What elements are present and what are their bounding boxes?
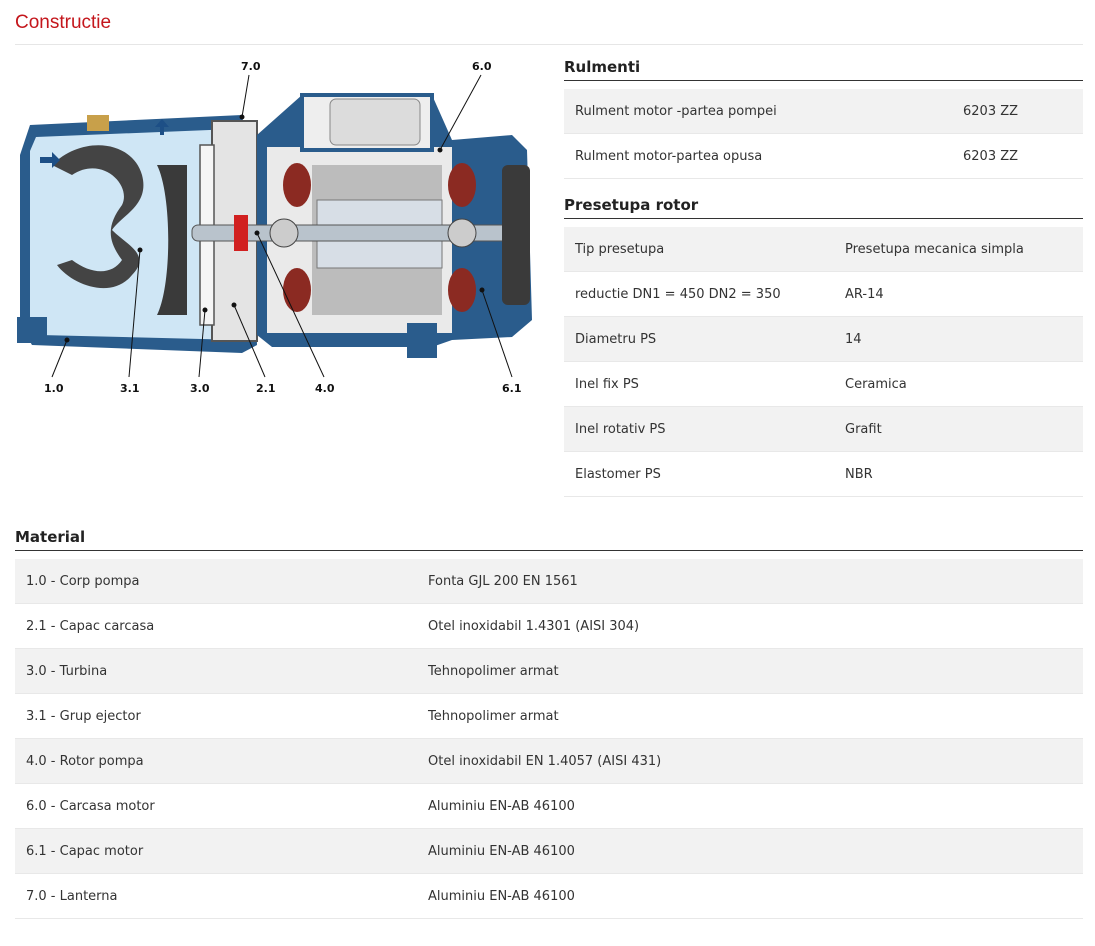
table-row (564, 452, 1083, 497)
bearing-pump-side (270, 219, 298, 247)
table-row (15, 649, 1083, 694)
pump-drawing (12, 55, 537, 405)
rulmenti-rule (564, 80, 1083, 81)
material-value: Tehnopolimer armat (417, 694, 1083, 739)
bearing-fan-side (448, 219, 476, 247)
foot-motor (407, 323, 437, 358)
material-part: 6.0 - Carcasa motor (15, 784, 417, 829)
fan-cover (502, 165, 530, 305)
material-part: 7.0 - Lanterna (15, 874, 417, 919)
material-table (15, 559, 1083, 919)
callout-6-0: 6.0 (472, 60, 492, 73)
spec-label: Tip presetupa (564, 227, 834, 272)
spec-value: 14 (834, 317, 1083, 362)
rulmenti-heading: Rulmenti (564, 58, 641, 76)
title-divider (15, 44, 1083, 45)
spec-label: Rulment motor -partea pompei (564, 89, 952, 134)
spec-label: Diametru PS (564, 317, 834, 362)
material-rule (15, 550, 1083, 551)
table-row (564, 134, 1083, 179)
presetupa-heading: Presetupa rotor (564, 196, 699, 214)
material-value: Fonta GJL 200 EN 1561 (417, 559, 1083, 604)
material-part: 2.1 - Capac carcasa (15, 604, 417, 649)
callout-dot-1-0 (65, 338, 70, 343)
mechanical-seal (234, 215, 248, 251)
table-row (564, 362, 1083, 407)
spec-label: Elastomer PS (564, 452, 834, 497)
table-row (15, 694, 1083, 739)
table-row (15, 829, 1083, 874)
table-row (564, 317, 1083, 362)
presetupa-table (564, 227, 1083, 497)
table-row (564, 407, 1083, 452)
material-value: Otel inoxidabil 1.4301 (AISI 304) (417, 604, 1083, 649)
callout-3-0: 3.0 (190, 382, 210, 395)
spec-value: Presetupa mecanica simpla (834, 227, 1083, 272)
winding-left-top (283, 163, 311, 207)
callout-dot-7-0 (240, 115, 245, 120)
material-part: 3.0 - Turbina (15, 649, 417, 694)
spec-label: Inel rotativ PS (564, 407, 834, 452)
material-value: Tehnopolimer armat (417, 649, 1083, 694)
callout-dot-3-1 (138, 248, 143, 253)
spec-value: 6203 ZZ (952, 134, 1083, 179)
callout-7-0: 7.0 (241, 60, 261, 73)
table-row (564, 227, 1083, 272)
material-value: Aluminiu EN-AB 46100 (417, 829, 1083, 874)
spec-value: 6203 ZZ (952, 89, 1083, 134)
spec-value: Ceramica (834, 362, 1083, 407)
material-value: Aluminiu EN-AB 46100 (417, 784, 1083, 829)
presetupa-rule (564, 218, 1083, 219)
callout-2-1: 2.1 (256, 382, 276, 395)
spec-value: AR-14 (834, 272, 1083, 317)
material-value: Aluminiu EN-AB 46100 (417, 874, 1083, 919)
foot-pump (17, 317, 47, 343)
spec-value: NBR (834, 452, 1083, 497)
callout-dot-4-0 (255, 231, 260, 236)
spec-label: reductie DN1 = 450 DN2 = 350 (564, 272, 834, 317)
table-row (564, 89, 1083, 134)
callout-dot-6-1 (480, 288, 485, 293)
callout-1-0: 1.0 (44, 382, 64, 395)
table-row (15, 739, 1083, 784)
table-row (15, 604, 1083, 649)
callout-3-1: 3.1 (120, 382, 140, 395)
callout-6-1: 6.1 (502, 382, 522, 395)
spec-value: Grafit (834, 407, 1083, 452)
material-part: 6.1 - Capac motor (15, 829, 417, 874)
table-row (15, 559, 1083, 604)
material-part: 4.0 - Rotor pompa (15, 739, 417, 784)
winding-left-bottom (283, 268, 311, 312)
material-value: Otel inoxidabil EN 1.4057 (AISI 431) (417, 739, 1083, 784)
material-part: 3.1 - Grup ejector (15, 694, 417, 739)
material-part: 1.0 - Corp pompa (15, 559, 417, 604)
table-row (15, 784, 1083, 829)
spec-label: Inel fix PS (564, 362, 834, 407)
spec-label: Rulment motor-partea opusa (564, 134, 952, 179)
callout-dot-6-0 (438, 148, 443, 153)
table-row (564, 272, 1083, 317)
callout-4-0: 4.0 (315, 382, 335, 395)
priming-plug (87, 115, 109, 131)
page-title: Constructie (15, 12, 112, 33)
capacitor (330, 99, 420, 145)
material-heading: Material (15, 528, 86, 546)
callout-dot-2-1 (232, 303, 237, 308)
table-row (15, 874, 1083, 919)
winding-right-top (448, 163, 476, 207)
rulmenti-table (564, 89, 1083, 179)
winding-right-bottom (448, 268, 476, 312)
callout-dot-3-0 (203, 308, 208, 313)
pump-cross-section-diagram (12, 55, 537, 405)
